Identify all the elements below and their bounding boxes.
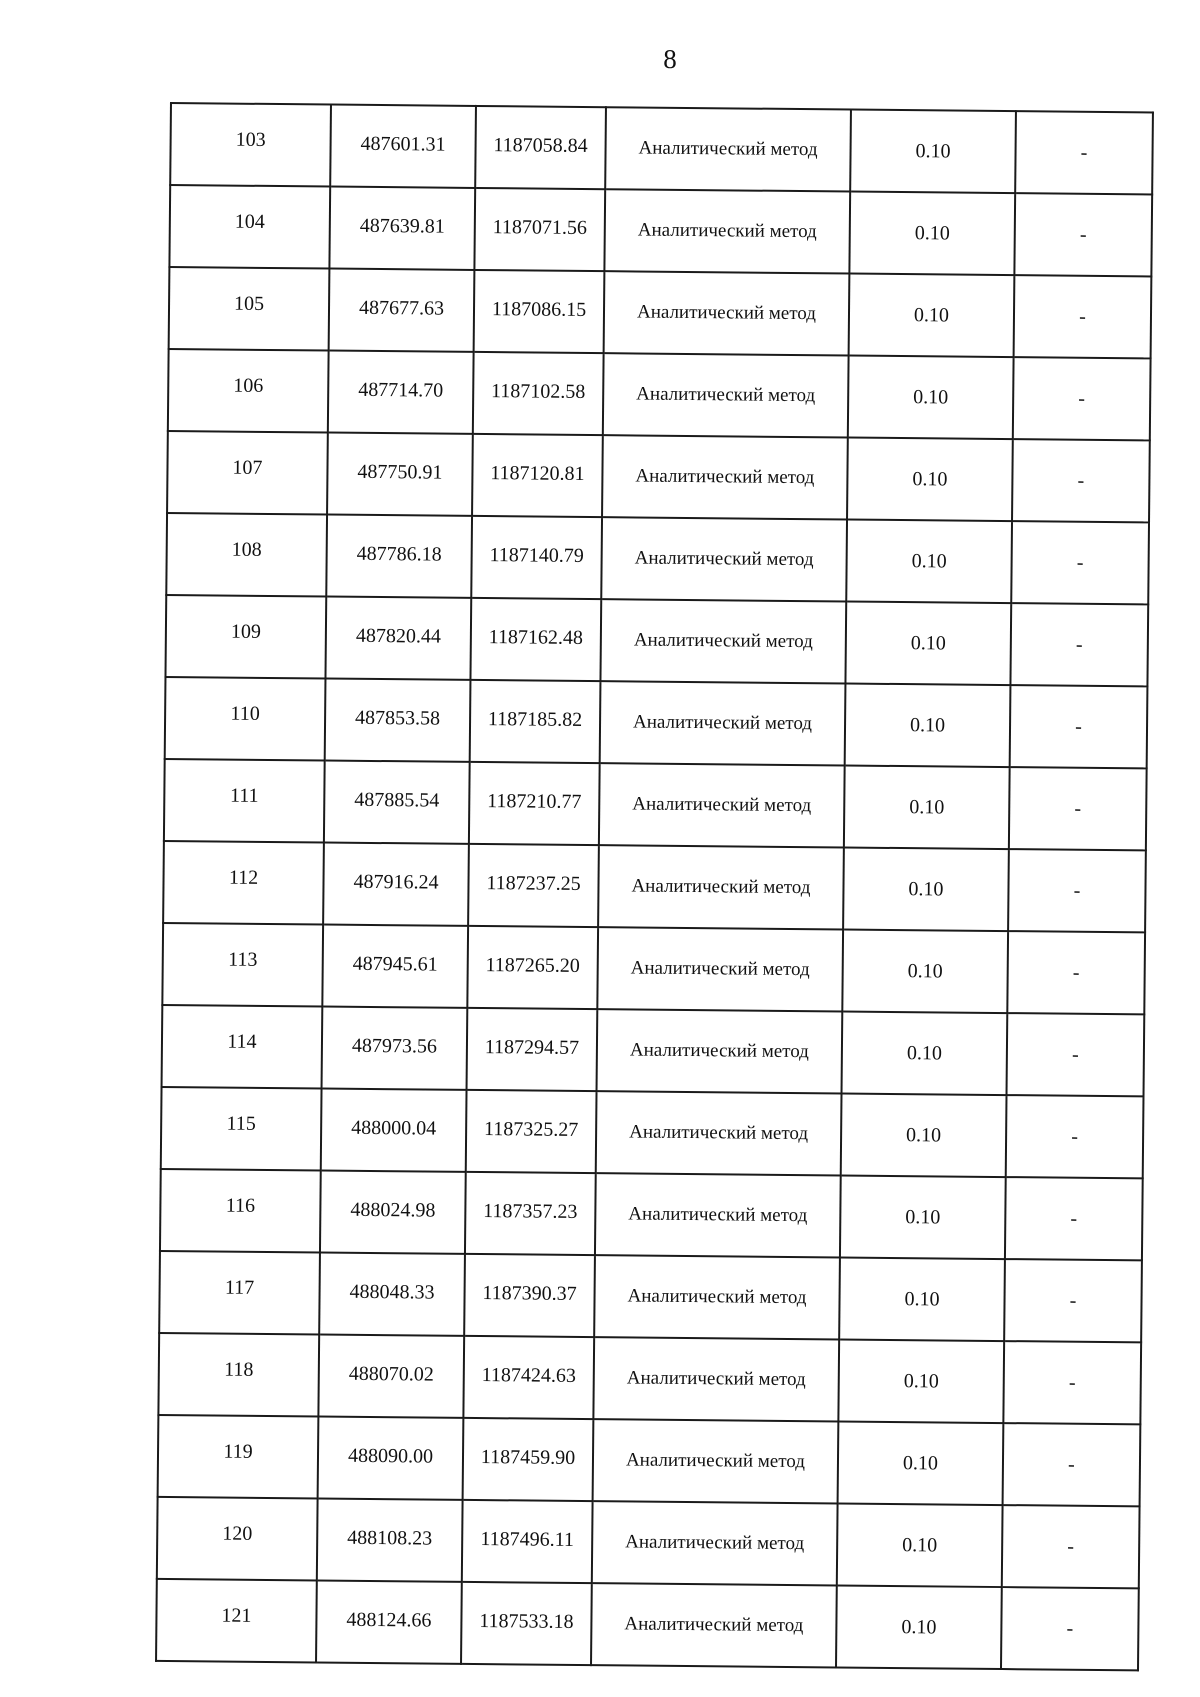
- point-number-cell: 104: [169, 185, 330, 269]
- x-coordinate-cell: 487853.58: [325, 679, 471, 762]
- accuracy-cell: 0.10: [846, 520, 1012, 604]
- table-row: [167, 431, 1150, 522]
- note-cell: -: [1006, 1095, 1144, 1178]
- y-coordinate-cell: 1187357.23: [465, 1172, 596, 1255]
- method-cell: Аналитический метод: [601, 517, 847, 601]
- table-row: [164, 759, 1147, 850]
- note-cell: -: [1012, 439, 1150, 522]
- x-coordinate-cell: 487945.61: [322, 925, 468, 1008]
- y-coordinate-cell: 1187120.81: [472, 434, 603, 517]
- y-coordinate-cell: 1187086.15: [474, 270, 605, 353]
- point-number-cell: 107: [167, 431, 328, 515]
- method-cell: Аналитический метод: [599, 763, 845, 847]
- point-number-cell: 105: [169, 267, 330, 351]
- note-cell: -: [1007, 931, 1145, 1014]
- accuracy-cell: 0.10: [845, 602, 1011, 686]
- method-cell: Аналитический метод: [592, 1501, 838, 1585]
- point-number-cell: 116: [160, 1169, 321, 1253]
- note-cell: -: [1015, 111, 1153, 194]
- point-number-cell: 106: [168, 349, 329, 433]
- note-cell: -: [1008, 849, 1146, 932]
- note-cell: -: [1014, 193, 1152, 276]
- accuracy-cell: 0.10: [849, 192, 1015, 276]
- table-row: [162, 923, 1145, 1014]
- y-coordinate-cell: 1187162.48: [470, 598, 601, 681]
- x-coordinate-cell: 488090.00: [318, 1416, 464, 1499]
- y-coordinate-cell: 1187071.56: [474, 188, 605, 271]
- point-number-cell: 103: [170, 103, 331, 187]
- point-number-cell: 108: [166, 513, 327, 597]
- y-coordinate-cell: 1187058.84: [475, 106, 606, 189]
- x-coordinate-cell: 487885.54: [324, 761, 470, 844]
- table-row: [163, 841, 1146, 932]
- y-coordinate-cell: 1187140.79: [471, 516, 602, 599]
- method-cell: Аналитический метод: [604, 189, 850, 273]
- note-cell: -: [1011, 521, 1149, 604]
- note-cell: -: [1014, 275, 1152, 358]
- table-row: [162, 1005, 1145, 1096]
- point-number-cell: 120: [157, 1497, 318, 1581]
- note-cell: -: [1002, 1505, 1140, 1588]
- x-coordinate-cell: 487750.91: [327, 433, 473, 516]
- point-number-cell: 117: [159, 1251, 320, 1335]
- note-cell: -: [1003, 1423, 1141, 1506]
- y-coordinate-cell: 1187459.90: [463, 1418, 594, 1501]
- method-cell: Аналитический метод: [600, 681, 846, 765]
- method-cell: Аналитический метод: [604, 271, 850, 355]
- x-coordinate-cell: 487714.70: [328, 351, 474, 434]
- point-number-cell: 110: [165, 677, 326, 761]
- x-coordinate-cell: 488070.02: [318, 1334, 464, 1417]
- table-row: [158, 1333, 1141, 1424]
- x-coordinate-cell: 487820.44: [325, 597, 471, 680]
- method-cell: Аналитический метод: [593, 1419, 839, 1503]
- accuracy-cell: 0.10: [838, 1421, 1004, 1505]
- table-row: [166, 513, 1149, 604]
- x-coordinate-cell: 488124.66: [316, 1580, 462, 1663]
- method-cell: Аналитический метод: [596, 1091, 842, 1175]
- note-cell: -: [1004, 1259, 1142, 1342]
- accuracy-cell: 0.10: [850, 110, 1016, 194]
- accuracy-cell: 0.10: [845, 684, 1011, 768]
- note-cell: -: [1007, 1013, 1145, 1096]
- table-row: [165, 677, 1148, 768]
- accuracy-cell: 0.10: [844, 766, 1010, 850]
- x-coordinate-cell: 487916.24: [323, 843, 469, 926]
- point-number-cell: 112: [163, 841, 324, 925]
- y-coordinate-cell: 1187325.27: [466, 1090, 597, 1173]
- accuracy-cell: 0.10: [837, 1503, 1003, 1587]
- point-number-cell: 119: [158, 1415, 319, 1499]
- note-cell: -: [1005, 1177, 1143, 1260]
- point-number-cell: 111: [164, 759, 325, 843]
- accuracy-cell: 0.10: [839, 1257, 1005, 1341]
- table-row: [169, 185, 1152, 276]
- x-coordinate-cell: 488048.33: [319, 1252, 465, 1335]
- table-row: [165, 595, 1148, 686]
- point-number-cell: 114: [162, 1005, 323, 1089]
- table-row: [160, 1169, 1143, 1260]
- y-coordinate-cell: 1187496.11: [462, 1500, 593, 1583]
- method-cell: Аналитический метод: [597, 1009, 843, 1093]
- y-coordinate-cell: 1187533.18: [461, 1582, 592, 1665]
- x-coordinate-cell: 487601.31: [330, 105, 476, 188]
- point-number-cell: 121: [156, 1579, 317, 1663]
- y-coordinate-cell: 1187102.58: [473, 352, 604, 435]
- x-coordinate-cell: 488000.04: [321, 1089, 467, 1172]
- page-number: 8: [663, 44, 677, 74]
- x-coordinate-cell: 488024.98: [320, 1170, 466, 1253]
- method-cell: Аналитический метод: [595, 1173, 841, 1257]
- accuracy-cell: 0.10: [849, 274, 1015, 358]
- y-coordinate-cell: 1187210.77: [469, 762, 600, 845]
- accuracy-cell: 0.10: [842, 1011, 1008, 1095]
- y-coordinate-cell: 1187424.63: [463, 1336, 594, 1419]
- accuracy-cell: 0.10: [840, 1175, 1006, 1259]
- y-coordinate-cell: 1187265.20: [467, 926, 598, 1009]
- note-cell: -: [1009, 767, 1147, 850]
- accuracy-cell: 0.10: [843, 848, 1009, 932]
- method-cell: Аналитический метод: [593, 1337, 839, 1421]
- method-cell: Аналитический метод: [597, 927, 843, 1011]
- table-row: [159, 1251, 1142, 1342]
- point-number-cell: 118: [158, 1333, 319, 1417]
- table-row: [168, 349, 1151, 440]
- method-cell: Аналитический метод: [602, 435, 848, 519]
- table-row: [169, 267, 1152, 358]
- coordinates-table: [155, 102, 1154, 1671]
- table-row: [170, 103, 1153, 194]
- accuracy-cell: 0.10: [847, 438, 1013, 522]
- coordinates-table-body: [156, 103, 1153, 1670]
- accuracy-cell: 0.10: [842, 929, 1008, 1013]
- method-cell: Аналитический метод: [591, 1583, 837, 1667]
- point-number-cell: 115: [161, 1087, 322, 1171]
- method-cell: Аналитический метод: [605, 107, 851, 191]
- note-cell: -: [1001, 1587, 1139, 1670]
- method-cell: Аналитический метод: [603, 353, 849, 437]
- y-coordinate-cell: 1187237.25: [468, 844, 599, 927]
- table-row: [156, 1579, 1139, 1670]
- y-coordinate-cell: 1187294.57: [467, 1008, 598, 1091]
- note-cell: -: [1010, 685, 1148, 768]
- accuracy-cell: 0.10: [836, 1585, 1002, 1669]
- table-row: [157, 1497, 1140, 1588]
- x-coordinate-cell: 487786.18: [326, 515, 472, 598]
- note-cell: -: [1010, 603, 1148, 686]
- x-coordinate-cell: 488108.23: [317, 1498, 463, 1581]
- note-cell: -: [1013, 357, 1151, 440]
- note-cell: -: [1003, 1341, 1141, 1424]
- accuracy-cell: 0.10: [838, 1339, 1004, 1423]
- method-cell: Аналитический метод: [600, 599, 846, 683]
- accuracy-cell: 0.10: [841, 1093, 1007, 1177]
- x-coordinate-cell: 487973.56: [322, 1007, 468, 1090]
- table-row: [158, 1415, 1141, 1506]
- y-coordinate-cell: 1187185.82: [470, 680, 601, 763]
- x-coordinate-cell: 487639.81: [329, 187, 475, 270]
- method-cell: Аналитический метод: [594, 1255, 840, 1339]
- accuracy-cell: 0.10: [848, 356, 1014, 440]
- table-row: [161, 1087, 1144, 1178]
- x-coordinate-cell: 487677.63: [329, 269, 475, 352]
- y-coordinate-cell: 1187390.37: [464, 1254, 595, 1337]
- point-number-cell: 109: [165, 595, 326, 679]
- point-number-cell: 113: [162, 923, 323, 1007]
- method-cell: Аналитический метод: [598, 845, 844, 929]
